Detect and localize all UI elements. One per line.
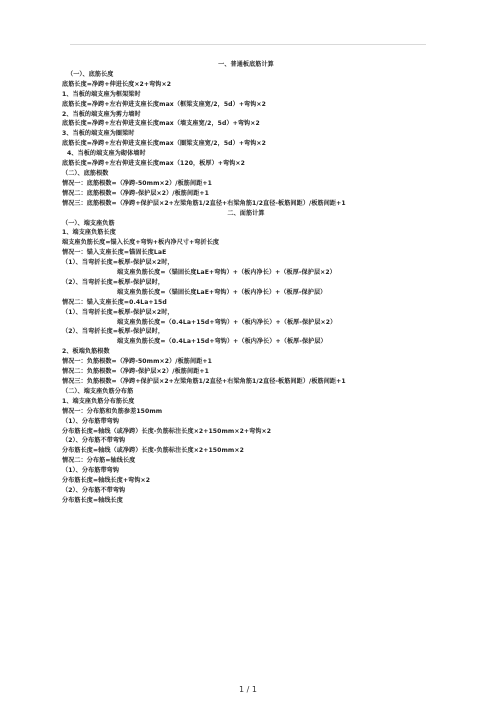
document-body — [62, 60, 430, 506]
text-line: （2）、当弯折长度=板厚-保护层时， — [62, 328, 165, 336]
text-line: 2、板端负筋根数 — [62, 348, 110, 356]
text-line: 端支座负筋长度=（锚固长度LaE+弯钩）+（板内净长）+（板厚-保护层×2） — [117, 269, 336, 277]
text-line: 4、当板的端支座为砌体墙时 — [67, 150, 146, 158]
text-line: 分布筋长度=轴线（或净跨）长度-负筋标注长度×2+150mm×2+弯钩×2 — [62, 427, 272, 435]
text-line: 端支座负筋长度=（0.4La+15d+弯钩）+（板内净长）+（板厚-保护层） — [117, 338, 327, 346]
text-line: 端支座负筋长度=（锚固长度LaE+弯钩）+（板内净长）+（板厚-保护层） — [117, 288, 327, 296]
text-line: 情况一：底筋根数=（净跨-50mm×2）/板筋间距+1 — [62, 179, 212, 187]
text-line: 情况二：分布筋=轴线长度 — [62, 457, 136, 465]
section-heading: 一、普通板底筋计算 — [218, 61, 274, 68]
text-line: 1、当板的端支座为框架梁时 — [62, 90, 141, 98]
text-line: （一）、底筋长度 — [67, 70, 114, 78]
text-line: （二）、端支座负筋分布筋 — [62, 387, 134, 395]
text-line: （1）、分布筋带弯钩 — [62, 417, 120, 425]
text-line: 情况三：负筋根数=（净跨+保护层×2+左梁角筋1/2直径+右梁角筋1/2直径-板筋间距）/板筋间距+1 — [62, 378, 346, 385]
text-line: 情况一：分布筋和负筋参差150mm — [62, 407, 163, 415]
text-line: 1、端支座负筋分布筋长度 — [62, 397, 135, 405]
text-line: 端支座负筋长度=锚入长度+弯钩+板内净尺寸+弯折长度 — [62, 239, 220, 247]
text-line: 情况二：底筋根数=（净跨-保护层×2）/板筋间距+1 — [62, 189, 209, 197]
text-line: 情况一：锚入支座长度=锚固长度LaE — [62, 249, 167, 257]
header-rule — [70, 44, 426, 45]
text-line: 3、当板的端支座为圈梁时 — [62, 130, 135, 138]
text-line: （二）、底筋根数 — [62, 169, 109, 177]
text-line: 情况三：底筋根数=（净跨+保护层×2+左梁角筋1/2直径+右梁角筋1/2直径-板筋间距）/板筋间距+1 — [62, 199, 346, 207]
text-line: （2）、分布筋不带弯钩 — [62, 437, 126, 445]
text-line: 端支座负筋长度=（0.4La+15d+弯钩）+（板内净长）+（板厚-保护层×2） — [117, 318, 337, 326]
text-line: 分布筋长度=轴线（或净跨）长度-负筋标注长度×2+150mm×2 — [62, 447, 244, 455]
text-line: 情况一：负筋根数=（净跨-50mm×2）/板筋间距+1 — [62, 358, 212, 366]
text-line: （2）、分布筋不带弯钩 — [62, 486, 126, 494]
text-line: 情况二：锚入支座长度=0.4La+15d — [62, 298, 167, 306]
text-line: （1）、当弯折长度=板厚-保护层×2时， — [62, 259, 174, 267]
text-line: 分布筋长度=轴线长度+弯钩×2 — [62, 477, 151, 485]
section-heading: 二、面筋计算 — [227, 209, 265, 217]
text-line: 2、当板的端支座为剪力墙时 — [62, 110, 141, 118]
text-line: 底筋长度=净跨+左右伸进支座长度max（框梁支座宽/2，5d）+弯钩×2 — [62, 100, 266, 108]
text-line: 底筋长度=净跨+左右伸进支座长度max（120，板厚）+弯钩×2 — [62, 160, 245, 168]
text-line: 1、端支座负筋长度 — [62, 229, 116, 237]
text-line: 底筋长度=净跨+左右伸进支座长度max（圈梁支座宽/2，5d）+弯钩×2 — [62, 140, 266, 148]
text-line: （2）、当弯折长度=板厚-保护层时， — [62, 278, 165, 286]
text-line: （1）、当弯折长度=板厚-保护层×2时， — [62, 308, 174, 316]
text-line: 分布筋长度=轴线长度 — [62, 496, 123, 504]
text-line: 情况二：负筋根数=（净跨-保护层×2）/板筋间距+1 — [62, 368, 209, 376]
page-indicator: 1 / 1 — [239, 685, 257, 694]
text-line: （1）、分布筋带弯钩 — [62, 467, 120, 475]
text-line: （一）、端支座负筋 — [62, 219, 115, 227]
text-line: 底筋长度=净跨+伸进长度×2+弯钩×2 — [62, 80, 172, 88]
text-line: 底筋长度=净跨+左右伸进支座长度max（墙支座宽/2，5d）+弯钩×2 — [62, 120, 260, 128]
